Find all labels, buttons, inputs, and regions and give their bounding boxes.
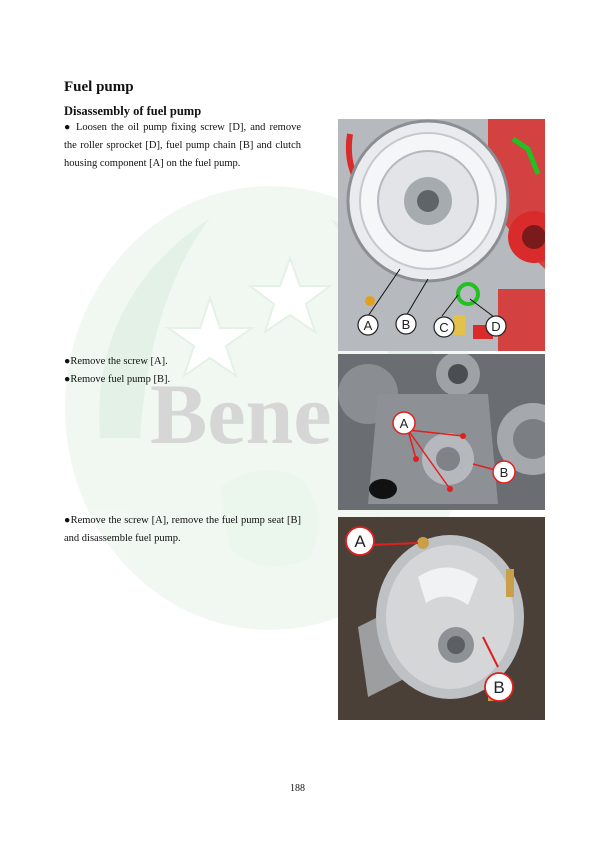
fuel-pump-mounted-photo [338,354,545,510]
svg-text:B: B [499,465,509,480]
subsection-title: Disassembly of fuel pump [64,104,202,118]
step-2-line-1: ●Remove the screw [A]. [64,356,168,367]
step-1-text [64,119,301,173]
section-title: Fuel pump [64,79,134,95]
step-3-text [64,512,301,548]
svg-text:A: A [354,532,366,551]
watermark-text: Bene [150,366,332,462]
callout-a [346,527,374,555]
clutch-housing-photo [338,119,545,351]
page-number: 188 [290,783,305,794]
callout-b [493,461,515,483]
svg-text:B: B [401,317,411,332]
svg-text:A: A [363,318,373,333]
step-2-line-2: ●Remove fuel pump [B]. [64,374,171,385]
callout-b [396,314,416,334]
svg-text:A: A [399,416,409,431]
svg-text:D: D [491,319,501,334]
fuel-pump-removed-photo [338,517,545,720]
svg-text:B: B [493,678,505,697]
step-1-line-1: ● Loosen the oil pump fixing screw [D], and remove the roller sprocket [D], fuel pump chain [B] and clutch housing component [A] on the fuel pump. [64,122,301,169]
callout-c [434,317,454,337]
step-2-text [64,353,301,389]
callout-d [486,316,506,336]
callout-a [393,412,415,434]
step-3-line-1: ●Remove the screw [A], remove the fuel pump seat [B] and disassemble fuel pump. [64,515,301,544]
callout-a [358,315,378,335]
svg-text:C: C [439,320,449,335]
callout-b [485,673,513,701]
